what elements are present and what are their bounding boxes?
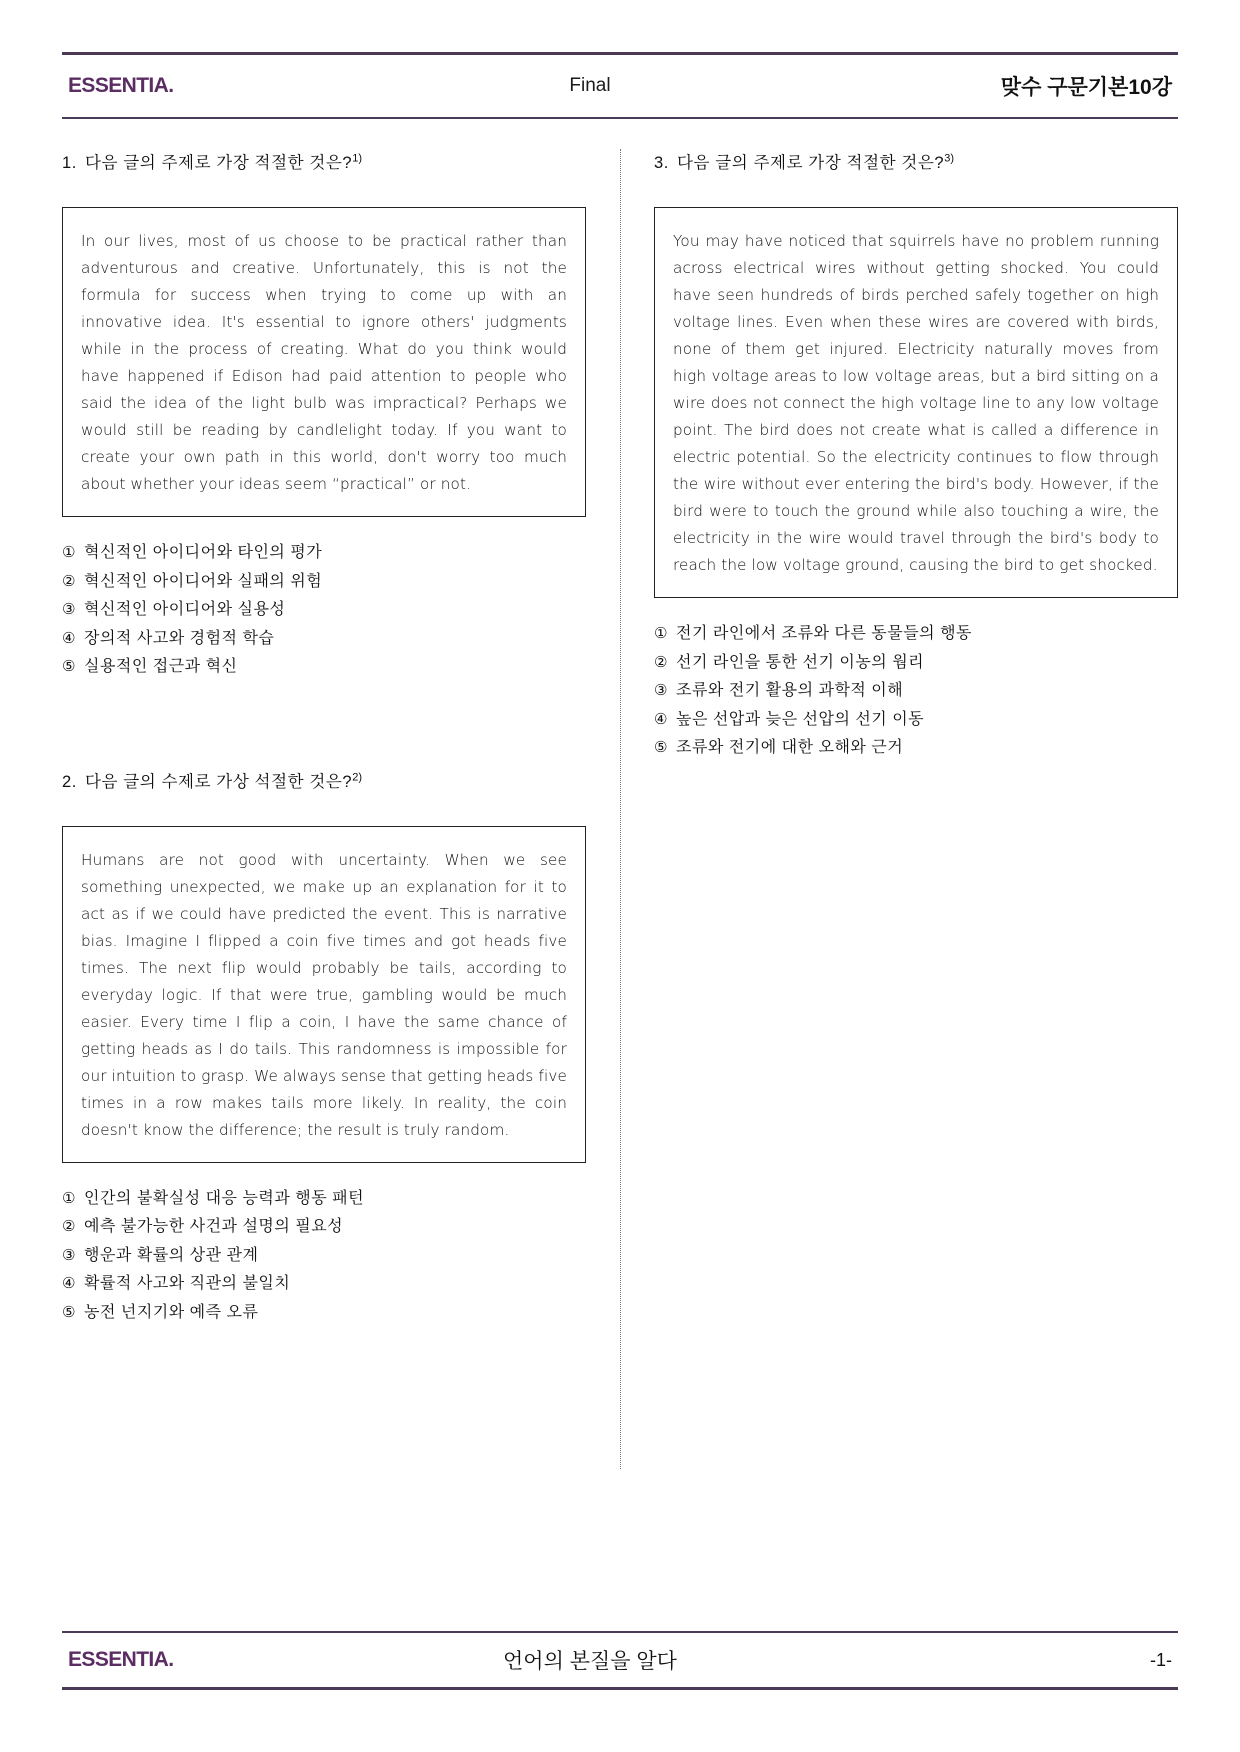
page-footer [62, 1631, 1178, 1690]
choice-option[interactable] [62, 1213, 586, 1242]
question-2-heading [62, 768, 586, 792]
choice-option[interactable] [62, 1299, 586, 1328]
question-1-footnote: 1) [352, 152, 362, 165]
question-gap [62, 682, 586, 768]
choice-label: 선기 라인을 통한 선기 이농의 웜리 [676, 653, 925, 671]
question-3-passage-text: You may have noticed that squirrels have no problem running across electrical wires without getting shocked. You could have seen hundreds of birds perched safely together on high voltage lines. Even when these wires are covered with birds, none of them get injured. Electricity naturally moves from high voltage areas to low voltage areas, but a bird sitting on a wire does not connect the high voltage line to any low voltage point. The bird does not create what is called a difference in electric potential. So the electricity continues to flow through the wire without ever entering the bird's body. However, if the bird were to touch the ground while also touching a wire, the electricity in the wire would travel through the bird's body to reach the low voltage ground, causing the bird to get shocked. [673, 232, 1159, 574]
choice-marker: ④ [654, 710, 668, 728]
choice-option[interactable] [654, 734, 1178, 763]
choice-marker: ④ [62, 629, 76, 647]
choice-marker: ③ [654, 682, 668, 699]
question-1-passage-text: In our lives, most of us choose to be practical rather than adventurous and creative. Unfortunately, this is not the formula for success when trying to come up with an innovative idea. It's essential to ignore others' judgments while in the process of creating. What do you think would have happened if Edison had paid attention to people who said the idea of the light bulb was impractical? Perhaps we would still be reading by candlelight today. If you want to create your own path in this world, don't worry too much about whether your ideas seem “practical” or not. [81, 232, 567, 493]
question-2-passage-text: Humans are not good with uncertainty. When we see something unexpected, we make up an explanation for it to act as if we could have predicted the event. This is narrative bias. Imagine I flipped a coin five times and got heads five times. The next flip would probably be tails, according to everyday logic. If that were true, gambling would be much easier. Every time I flip a coin, I have the same chance of getting heads as I do tails. This randomness is impossible for our intuition to grasp. We always sense that getting heads five times in a row makes tails more likely. In reality, the coin doesn't know the difference; the result is truly random. [81, 850, 567, 1139]
choice-label: 인간의 불확실성 대응 능력과 행동 패턴 [84, 1189, 365, 1207]
choice-label: 예측 불가능한 사건과 설명의 필요성 [84, 1218, 344, 1235]
header-bottom-rule [62, 117, 1178, 119]
question-3-heading [654, 149, 1178, 173]
question-2-number: 2. [62, 772, 77, 791]
choice-option[interactable] [62, 539, 586, 568]
question-3-number: 3. [654, 154, 669, 172]
choice-label: 조류와 전기 활용의 과학적 이해 [676, 682, 904, 699]
choice-label: 확률적 사고와 직관의 불일치 [84, 1275, 291, 1292]
choice-marker: ① [62, 1189, 76, 1207]
footer-tagline: 언어의 본질을 알다 [503, 1650, 677, 1673]
question-1-number: 1. [62, 154, 77, 172]
choice-option[interactable] [654, 706, 1178, 735]
choice-marker: ② [654, 653, 668, 671]
choice-label: 조류와 전기에 대한 오해와 근거 [676, 739, 904, 756]
choice-marker: ② [62, 1218, 76, 1235]
question-1-prompt: 다음 글의 주제로 가장 적절한 것은? [84, 154, 353, 172]
choice-option[interactable] [62, 1270, 586, 1299]
question-1-heading [62, 149, 586, 173]
choice-option[interactable] [62, 625, 586, 654]
question-3-choices [654, 620, 1178, 763]
choice-marker: ② [62, 572, 76, 590]
choice-label: 혁신적인 아이디어와 실패의 위험 [84, 572, 323, 590]
choice-label: 전기 라인에서 조류와 다른 동물들의 행동 [676, 625, 972, 642]
choice-option[interactable] [654, 677, 1178, 706]
choice-option[interactable] [62, 596, 586, 625]
choice-option[interactable] [62, 1242, 586, 1271]
choice-marker: ③ [62, 601, 76, 618]
choice-option[interactable] [62, 568, 586, 597]
choice-marker: ⑤ [654, 739, 668, 756]
footer-bottom-rule [62, 1687, 1178, 1690]
question-3-footnote: 3) [944, 152, 954, 165]
choice-marker: ⑤ [62, 1303, 76, 1321]
page-number: -1- [1150, 1649, 1172, 1670]
question-2-passage [62, 826, 586, 1163]
page-header [62, 55, 1178, 117]
choice-marker: ④ [62, 1275, 76, 1292]
question-3-prompt: 다음 글의 주제로 가장 적절한 것은? [676, 154, 945, 172]
choice-label: 혁신적인 아이디어와 타인의 평가 [84, 544, 323, 561]
question-2-choices [62, 1185, 586, 1328]
choice-marker: ③ [62, 1246, 76, 1264]
footer-content [62, 1633, 1178, 1687]
question-1-passage [62, 207, 586, 517]
column-divider [620, 149, 621, 1469]
choice-option[interactable] [62, 1185, 586, 1214]
brand-logo: ESSENTIA. [68, 74, 174, 97]
choice-option[interactable] [654, 649, 1178, 678]
footer-brand-logo: ESSENTIA. [68, 1648, 174, 1671]
content-columns [62, 149, 1178, 1469]
left-column [62, 149, 620, 1469]
choice-option[interactable] [62, 653, 586, 682]
question-2-prompt: 다음 글의 수제로 가상 석절한 것은? [84, 772, 353, 791]
choice-option[interactable] [654, 620, 1178, 649]
question-3-passage [654, 207, 1178, 598]
right-column [620, 149, 1178, 1469]
choice-marker: ⑤ [62, 658, 76, 675]
choice-label: 농전 넌지기와 예즉 오류 [84, 1303, 259, 1321]
choice-label: 장의적 사고와 경험적 학습 [84, 629, 275, 647]
choice-label: 높은 선압과 늦은 선압의 선기 이동 [676, 710, 925, 728]
choice-marker: ① [654, 625, 668, 642]
question-1-choices [62, 539, 586, 682]
choice-label: 혁신적인 아이디어와 실용성 [84, 601, 286, 618]
header-course-title: 맞수 구문기본10강 [1000, 76, 1172, 99]
choice-label: 실용적인 접근과 혁신 [84, 658, 238, 675]
choice-marker: ① [62, 544, 76, 561]
choice-label: 행운과 확률의 상관 관계 [84, 1246, 259, 1264]
header-exam-title: Final [569, 75, 611, 96]
question-2-footnote: 2) [352, 771, 362, 783]
